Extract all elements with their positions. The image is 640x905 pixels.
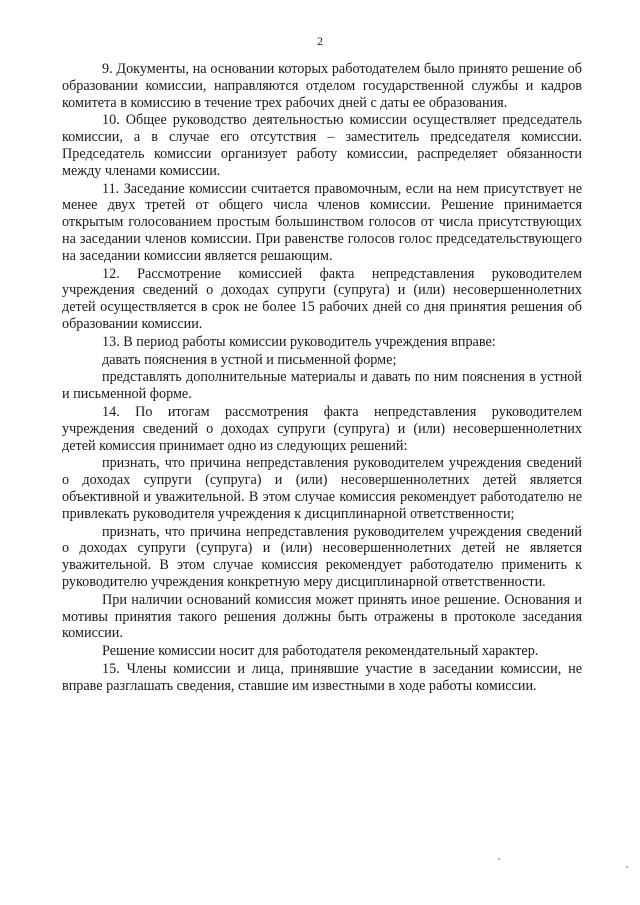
paragraph-14-option-2: признать, что причина непредставления руководителем учреждения сведений о доходах супруги (супруга) и (или) несовершеннолетних детей не является уважительной. В этом случае комиссия рекомендует работодателю применить к руководителю учреждения конкретную меру дисциплинарной ответственности. bbox=[62, 523, 582, 590]
paragraph-14-other-decision: При наличии оснований комиссия может принять иное решение. Основания и мотивы принятия такого решения должны быть отражены в протоколе заседания комиссии. bbox=[62, 591, 582, 642]
document-body bbox=[62, 61, 582, 694]
paragraph-14-option-1: признать, что причина непредставления руководителем учреждения сведений о доходах супруги (супруга) и (или) несовершеннолетних детей является объективной и уважительной. В этом случае комиссия рекомендует работодателю не привлекать руководителя учреждения к дисциплинарной ответственности; bbox=[62, 455, 582, 522]
paragraph-14: 14. По итогам рассмотрения факта непредставления руководителем учреждения сведений о доходах супруги (супруга) и (или) несовершеннолетних детей комиссия принимает одно из следующих решений: bbox=[62, 403, 582, 454]
paragraph-13-item-2: представлять дополнительные материалы и давать по ним пояснения в устной и письменной форме. bbox=[62, 369, 582, 403]
scan-speck bbox=[498, 858, 500, 860]
paragraph-9: 9. Документы, на основании которых работодателем было принято решение об образовании комиссии, направляются отделом государственной службы и кадров комитета в комиссию в течение трех рабочих дней с даты ее образования. bbox=[62, 61, 582, 111]
paragraph-15: 15. Члены комиссии и лица, принявшие участие в заседании комиссии, не вправе разглашать сведения, ставшие им известными в ходе работы комиссии. bbox=[62, 660, 582, 694]
paragraph-13: 13. В период работы комиссии руководитель учреждения вправе: bbox=[102, 333, 496, 350]
paragraph-11: 11. Заседание комиссии считается правомочным, если на нем присутствует не менее двух третей от общего числа членов комиссии. Решение принимается открытым голосованием простым большинством голосов от числа присутствующих на заседании членов комиссии. При равенстве голосов голос председательствующего на заседании комиссии является решающим. bbox=[62, 180, 582, 264]
paragraph-12: 12. Рассмотрение комиссией факта непредставления руководителем учреждения сведений о доходах супруги (супруга) и (или) несовершеннолетних детей осуществляется в срок не более 15 рабочих дней со дня принятия решения об образовании комиссии. bbox=[62, 265, 582, 332]
paragraph-10: 10. Общее руководство деятельностью комиссии осуществляет председатель комиссии, а в случае его отсутствия – заместитель председателя комиссии. Председатель комиссии организует работу комиссии, распределяет обязанности между членами комиссии. bbox=[62, 112, 582, 179]
page-number: 2 bbox=[317, 34, 323, 48]
paragraph-14-recommendation: Решение комиссии носит для работодателя рекомендательный характер. bbox=[102, 643, 539, 660]
paragraph-13-item-1: давать пояснения в устной и письменной форме; bbox=[102, 351, 397, 368]
scan-speck bbox=[626, 866, 628, 868]
